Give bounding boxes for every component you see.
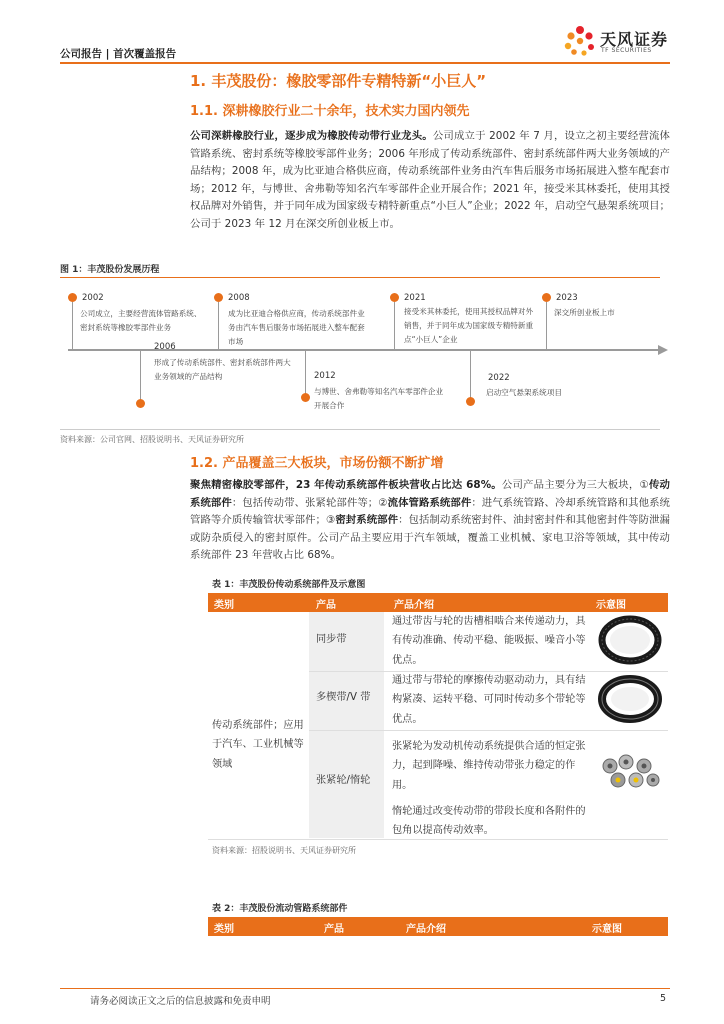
figure-1-top-rule <box>60 277 660 278</box>
page-number: 5 <box>659 993 666 1004</box>
table-1-intro-3b: 惰轮通过改变传动带的带段长度和各附件的包角以提高传动效率。 <box>392 806 586 837</box>
tf-logo-icon <box>560 24 600 60</box>
timeline-stem-2022 <box>470 351 471 401</box>
table-2-header-image: 示意图 <box>592 924 622 935</box>
timeline-stem-2008 <box>218 302 219 349</box>
page-footer <box>60 988 670 1018</box>
section-1-2-bold-3: 密封系统部件 <box>335 514 399 527</box>
section-1-2-bold-2: 流体管路系统部件 <box>387 496 472 509</box>
section-1-1-body: 公司成立于 2002 年 7 月，设立之初主要经营流体管路系统、密封系统等橡胶零部件业务；2006 年形成了传动系统部件、密封系统部件两大业务领域的产品结构；2008 年，成为比亚迪合格供应商，传动系统部件业务由汽车售后服务市场拓展进入整车配套市场；2012 年，与博世、舍弗勒等知名汽车零部件企业开展合作；2021 年，接受米其林委托，使用其授权品牌对外销售，并于同年成为国家级专精特新重点“小巨人”企业；2022 年，启动空气悬架系统项目；公司于 2023 年 12 月在深交所创业板上市。 <box>190 130 670 230</box>
section-1-2-bold-1: 传动系统部件 <box>190 479 670 509</box>
timeline-stem-2006 <box>140 351 141 403</box>
section-1-2-body-4: ：包括制动系统密封件、油封密封件和其他密封件等防泄漏或防杂质侵入的密封原件。公司产品主要应用于汽车领域，覆盖工业机械、家电卫浴等领域，其中传动系统部件 23 年营收占比 68%。 <box>190 514 670 562</box>
section-1-1-title: 1.1. 深耕橡胶行业二十余年，技术实力国内领先 <box>190 104 470 119</box>
table-2-header <box>208 917 668 936</box>
section-1-2-paragraph <box>190 477 670 565</box>
table-1-intro-3: 张紧轮为发动机传动系统提供合适的恒定张力，起到降噪、维持传动带张力稳定的作用。 <box>392 741 586 791</box>
table-1-header-category: 类别 <box>214 600 234 611</box>
figure-1-source: 资料来源：公司官网、招股说明书、天风证券研究所 <box>60 435 244 444</box>
table-1-header-product: 产品 <box>316 600 336 611</box>
table-1-category-cell: 传动系统部件；应用于汽车、工业机械等领域 <box>212 720 304 770</box>
table-1-source: 资料来源：招股说明书、天风证券研究所 <box>212 846 356 855</box>
timeline-text-2021: 接受米其林委托，使用其授权品牌对外销售，并于同年成为国家级专精特新重点“小巨人”企业 <box>404 307 534 344</box>
table-1-header-image: 示意图 <box>596 600 626 611</box>
timeline-dot-2006 <box>136 399 145 408</box>
footer-disclaimer: 请务必阅读正文之后的信息披露和免责申明 <box>90 996 271 1007</box>
table-1-product-1: 同步带 <box>316 634 347 645</box>
timeline-year-2008: 2008 <box>228 293 250 303</box>
table-2-header-category: 类别 <box>214 924 234 935</box>
figure-1-title: 图 1：丰茂股份发展历程 <box>60 265 160 275</box>
timeline-year-2023: 2023 <box>556 293 578 303</box>
table-1-intro-1: 通过带齿与轮的齿槽相啮合来传递动力，具有传动准确、传动平稳、能吸振、噪音小等优点。 <box>392 616 586 666</box>
timeline-stem-2021 <box>394 302 395 349</box>
figure-1-bottom-rule <box>60 429 660 430</box>
timeline-year-2022: 2022 <box>488 373 510 383</box>
table-1-header-intro: 产品介绍 <box>394 600 434 611</box>
timeline-text-2012: 与博世、舍弗勒等知名汽车零部件企业开展合作 <box>314 387 444 410</box>
timeline-text-2008: 成为比亚迪合格供应商，传动系统部件业务由汽车售后服务市场拓展进入整车配套市场 <box>228 309 365 346</box>
timeline-text-2023: 深交所创业板上市 <box>554 308 615 317</box>
timeline-year-2021: 2021 <box>404 293 426 303</box>
page-header <box>60 30 670 64</box>
footer-rule <box>60 988 670 989</box>
logo-name: 天风证券 <box>600 30 669 49</box>
timeline-dot-2012 <box>301 393 310 402</box>
timeline-dot-2023 <box>542 293 551 302</box>
timeline-stem-2023 <box>546 302 547 349</box>
timeline-dot-2021 <box>390 293 399 302</box>
section-1-2-body-2: ：包括传动带、张紧轮部件等；② <box>231 496 388 509</box>
timeline-dot-2002 <box>68 293 77 302</box>
timeline-stem-2002 <box>72 302 73 349</box>
section-1-2-body-3: ：进气系统管路、冷却系统管路和其他系统管路等介质传输管状零部件；③ <box>190 496 670 527</box>
timeline-year-2012: 2012 <box>314 371 336 381</box>
table-1-intro-2: 通过带与带轮的摩擦传动驱动动力，具有结构紧凑、运转平稳、可同时传动多个带轮等优点。 <box>392 675 586 725</box>
table-1-bottom-rule <box>208 839 668 840</box>
v-belt-image <box>598 673 662 725</box>
table-2-header-product: 产品 <box>324 924 344 935</box>
table-1-header <box>208 593 668 612</box>
synchronous-belt-image <box>598 615 662 665</box>
timeline-stem-2012 <box>305 351 306 397</box>
timeline-year-2002: 2002 <box>82 293 104 303</box>
section-1-1-lead: 公司深耕橡胶行业，逐步成为橡胶传动带行业龙头。 <box>190 130 433 142</box>
section-1-2-body-1: 公司产品主要分为三大板块，① <box>501 479 649 491</box>
table-1-title: 表 1：丰茂股份传动系统部件及示意图 <box>212 580 366 590</box>
table-2-header-intro: 产品介绍 <box>406 924 446 935</box>
timeline-year-2006: 2006 <box>154 342 176 352</box>
timeline-text-2006: 形成了传动系统部件、密封系统部件两大业务领域的产品结构 <box>154 358 291 381</box>
timeline-text-2002: 公司成立，主要经营流体管路系统、密封系统等橡胶零部件业务 <box>80 309 202 332</box>
timeline-dot-2022 <box>466 397 475 406</box>
tensioner-pulley-image <box>598 752 662 792</box>
table-2-title: 表 2：丰茂股份流动管路系统部件 <box>212 904 348 914</box>
timeline-arrow <box>658 345 668 355</box>
development-timeline <box>60 285 670 425</box>
report-type-label: 公司报告 | 首次覆盖报告 <box>60 48 177 60</box>
table-1-product-3: 张紧轮/惰轮 <box>316 775 371 786</box>
section-1-title: 1. 丰茂股份：橡胶零部件专精特新“小巨人” <box>190 72 487 90</box>
company-logo <box>560 24 670 60</box>
timeline-text-2022: 启动空气悬架系统项目 <box>486 388 562 397</box>
table-1-row-separator-2 <box>309 730 668 731</box>
table-1-product-2: 多楔带/V 带 <box>316 692 371 703</box>
logo-subtitle: TF SECURITIES <box>601 47 652 54</box>
header-rule <box>60 62 670 64</box>
section-1-1-paragraph <box>190 128 670 234</box>
section-1-2-title: 1.2. 产品覆盖三大板块，市场份额不断扩增 <box>190 456 444 471</box>
section-1-2-lead: 聚焦精密橡胶零部件，23 年传动系统部件板块营收占比达 68%。 <box>190 479 502 491</box>
timeline-dot-2008 <box>214 293 223 302</box>
